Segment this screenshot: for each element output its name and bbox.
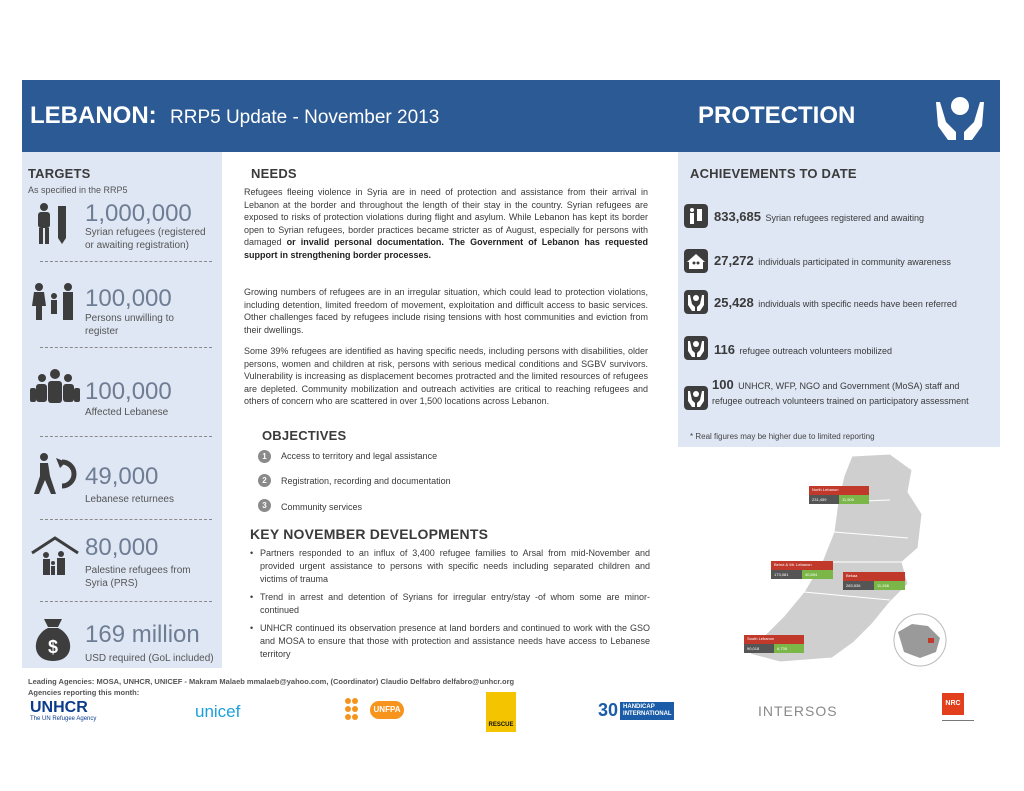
map-region-value: 11,266 (874, 581, 905, 590)
map-region-value: 40,894 (802, 570, 833, 579)
achievement-text: Syrian refugees registered and awaiting (765, 213, 925, 223)
achievement-item (714, 208, 996, 226)
target-value: 100,000 (85, 378, 172, 405)
achievement-number: 25,428 (714, 295, 754, 310)
protection-icon (684, 386, 708, 410)
list-item (250, 591, 650, 617)
map-label-south (744, 635, 804, 653)
objective-number: 3 (258, 499, 271, 512)
map-region-name: Bekaa (843, 572, 905, 581)
logo-text: UNFPA (370, 701, 404, 719)
map-region-value: 11,500 (839, 495, 869, 504)
persons-icon (34, 202, 74, 246)
achievement-number: 116 (714, 342, 735, 357)
target-value: 49,000 (85, 463, 159, 490)
header-banner (22, 80, 1000, 152)
map-region-name: South Lebanon (744, 635, 804, 644)
objective-text: Community services (281, 502, 363, 512)
protection-hands-icon (930, 92, 990, 142)
objective-text: Access to territory and legal assistance (281, 451, 438, 461)
map-region-value: 6,735 (774, 644, 804, 653)
target-value: 169 million (85, 621, 200, 648)
logo-tagline: The UN Refugee Agency (30, 716, 97, 722)
objectives-title: OBJECTIVES (262, 428, 347, 443)
achievement-text: individuals with specific needs have been referred (758, 299, 957, 309)
target-value: 80,000 (85, 534, 159, 561)
map-region-name: Beirut & Mt. Lebanon (771, 561, 833, 570)
map-label-bekaa (843, 572, 905, 590)
achievement-text: refugee outreach volunteers trained on participatory assessment (712, 396, 969, 406)
divider (40, 436, 212, 437)
needs-paragraph-3: Some 39% refugees are identified as having specific needs, including persons with disabilities, older persons, women and children at risk, persons with serious medical conditions and SGBV survivors. Vulnerability is increasing as displacement becomes protracted and the limited resources of refugees are depleted. Community mobilization and outreach activities are critical to reaching refugees and others of concern who are scattered in over 1,500 locations across Lebanon. (244, 346, 648, 406)
logo-text: 30 (598, 700, 619, 720)
returnee-icon (30, 452, 84, 496)
registration-icon (684, 204, 708, 228)
achievement-text: UNHCR, WFP, NGO and Government (MoSA) staff and (738, 381, 960, 391)
divider (40, 261, 212, 262)
list-item (250, 547, 650, 586)
rescue-logo: RESCUE (486, 692, 516, 732)
report-subtitle: RRP5 Update - November 2013 (170, 107, 440, 128)
achievements-note: * Real figures may be higher due to limited reporting (690, 432, 875, 441)
community-house-icon (684, 249, 708, 273)
shelter-family-icon (30, 535, 80, 577)
developments-list (250, 547, 650, 661)
money-bag-icon (30, 615, 76, 663)
logo-divider (942, 720, 974, 721)
unhcr-logo (30, 700, 120, 722)
logo-text: HANDICAP INTERNATIONAL (620, 702, 674, 720)
unfpa-logo (344, 697, 406, 723)
map-region-value: 283,536 (843, 581, 874, 590)
svg-text:$: $ (47, 637, 59, 657)
map-label-beirut (771, 561, 833, 579)
unfpa-dots-icon (344, 697, 366, 723)
handicap-logo (598, 700, 674, 721)
target-desc: Syrian refugees (registered or awaiting registration) (85, 227, 206, 251)
achievement-number: 27,272 (714, 253, 754, 268)
logo-text: UNHCR (30, 699, 88, 716)
developments-title: KEY NOVEMBER DEVELOPMENTS (250, 526, 489, 542)
targets-subtitle: As specified in the RRP5 (28, 185, 128, 195)
development-text: Partners responded to an influx of 3,400 refugee families to Arsal from mid-November and provided urgent assistance to persons with specific needs including separated children and victims of trauma (260, 548, 650, 584)
achievement-item (712, 378, 996, 408)
bullet-icon: • (250, 548, 254, 558)
achievement-item (714, 294, 996, 312)
achievement-number: 833,685 (714, 209, 761, 224)
objective-number: 2 (258, 474, 271, 487)
bullet-icon: • (250, 592, 254, 602)
family-icon (30, 282, 78, 322)
achievement-item (714, 252, 996, 270)
intersos-logo: INTERSOS (758, 703, 838, 719)
target-value: 1,000,000 (85, 200, 192, 227)
nrc-logo (942, 693, 978, 729)
needs-title: NEEDS (251, 166, 297, 181)
achievement-number: 100 (712, 377, 734, 392)
needs-p1-bold: or invalid personal documentation. The Government of Lebanon has requested support in strengthening border processes. (244, 237, 648, 260)
unicef-logo: unicef (195, 702, 241, 721)
objective-number: 1 (258, 450, 271, 463)
map-label-north (809, 486, 869, 504)
list-item (250, 622, 650, 661)
bullet-icon: • (250, 623, 254, 633)
map-region-value: 231,459 (809, 495, 839, 504)
group-icon (30, 368, 80, 406)
target-desc: Affected Lebanese (85, 407, 169, 418)
leading-agencies: Leading Agencies: MOSA, UNHCR, UNICEF - Makram Malaeb mmalaeb@yahoo.com, (Coordinator) Claudio Delfabro delfabro@unhcr.org (28, 677, 515, 686)
divider (40, 601, 212, 602)
target-desc: Palestine refugees from Syria (PRS) (85, 565, 191, 589)
achievement-text: refugee outreach volunteers mobilized (739, 346, 893, 356)
reporting-agencies-label: Agencies reporting this month: (28, 688, 140, 697)
protection-icon (684, 290, 708, 314)
target-value: 100,000 (85, 285, 172, 312)
development-text: UNHCR continued its observation presence at land borders and continued to work with the GSO and MOSA to ensure that those with protection and assistance needs have access to Lebanese territory (260, 623, 650, 659)
divider (40, 347, 212, 348)
logo-text: NRC (942, 693, 964, 715)
country-title: LEBANON: (30, 102, 157, 129)
achievement-text: individuals participated in community awareness (758, 257, 951, 267)
needs-p1-text: Refugees fleeing violence in Syria are in need of protection and assistance from their arrival in Lebanon at the border and throughout the length of their stay in the country. Syrian refugees are exposed to risks of protection violations during flight and asylum. While Lebanon has kept its border open to Syrian refugees, border practices became stricter as of August, especially for persons with damaged (244, 187, 648, 247)
protection-icon (684, 336, 708, 360)
needs-paragraph-2: Growing numbers of refugees are in an irregular situation, which could lead to protection violations, including detention, limited freedom of movement, exploitation and difficult access to basic services. Other challenges faced by refugees include rising tensions with host communities and eviction from their dwellings. (244, 287, 648, 335)
target-desc: USD required (GoL included) (85, 653, 214, 664)
map-region-value: 90,018 (744, 644, 774, 653)
needs-paragraph-1 (244, 186, 648, 261)
objective-text: Registration, recording and documentation (281, 476, 451, 486)
map-region-name: North Lebanon (809, 486, 869, 495)
map-region-value: 173,081 (771, 570, 802, 579)
target-desc: Lebanese returnees (85, 494, 174, 505)
sector-title: PROTECTION (698, 102, 856, 129)
divider (40, 519, 212, 520)
development-text: Trend in arrest and detention of Syrians for irregular entry/stay -of whom some are minor- continued (260, 592, 650, 615)
targets-title: TARGETS (28, 166, 91, 181)
target-desc: Persons unwilling to register (85, 313, 174, 337)
achievements-title: ACHIEVEMENTS TO DATE (690, 166, 857, 181)
achievement-item (714, 341, 996, 359)
